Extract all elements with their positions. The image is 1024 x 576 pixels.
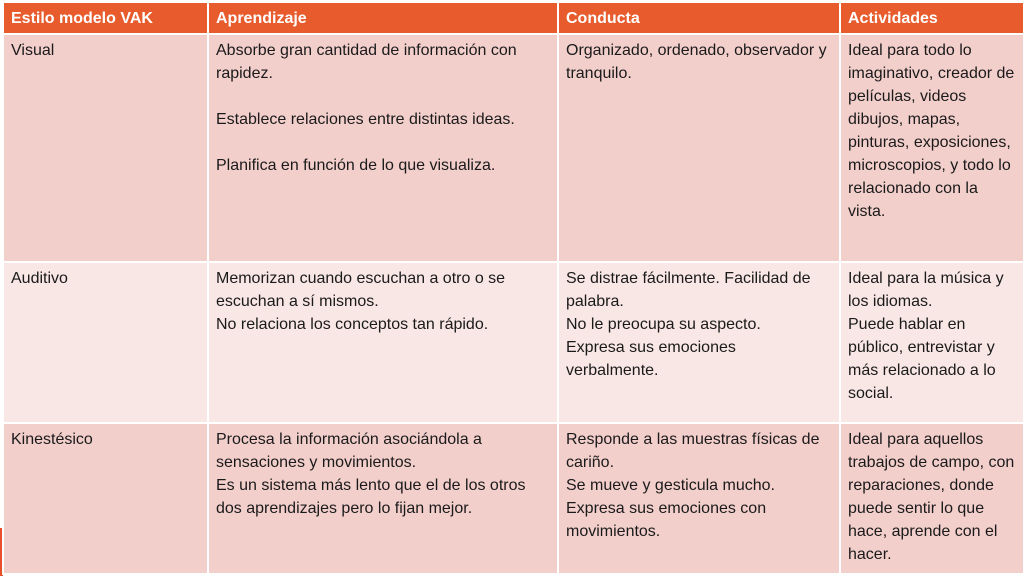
- cell-actividades: [840, 262, 1024, 423]
- table-row: [3, 423, 1024, 574]
- cell-text: Organizado, ordenado, observador y tranquilo.: [566, 42, 827, 82]
- cell-text: Es un sistema más lento que el de los otros dos aprendizajes pero lo fijan mejor.: [216, 477, 526, 517]
- cell-text: Establece relaciones entre distintas ideas.: [216, 111, 515, 128]
- header-actividades: Actividades: [840, 2, 1024, 34]
- cell-conducta: [558, 262, 840, 423]
- cell-text: Ideal para aquellos trabajos de campo, con reparaciones, donde puede sentir lo que hace, aprende con el hacer.: [848, 431, 1015, 563]
- cell-text: Procesa la información asociándola a sensaciones y movimientos.: [216, 431, 482, 471]
- vak-table: [2, 1, 1024, 575]
- cell-text: No relaciona los conceptos tan rápido.: [216, 316, 489, 333]
- cell-estilo: Visual: [3, 34, 208, 262]
- cell-text: No le preocupa su aspecto.: [566, 316, 761, 333]
- table-header-row: [3, 2, 1024, 34]
- cell-actividades: [840, 423, 1024, 574]
- cell-text: Responde a las muestras físicas de cariño.: [566, 431, 820, 471]
- cell-aprendizaje: [208, 423, 558, 574]
- cell-text: Memorizan cuando escuchan a otro o se escuchan a sí mismos.: [216, 270, 506, 310]
- cell-text: Absorbe gran cantidad de información con rapidez.: [216, 42, 517, 82]
- cell-aprendizaje: [208, 34, 558, 262]
- cell-text: Puede hablar en público, entrevistar y más relacionado a lo social.: [848, 316, 996, 402]
- cell-aprendizaje: [208, 262, 558, 423]
- cell-text: Planifica en función de lo que visualiza.: [216, 157, 496, 174]
- cell-text: Ideal para todo lo imaginativo, creador de películas, videos dibujos, mapas, pinturas, exposiciones, microscopios, y todo lo relacionado con la vista.: [848, 42, 1015, 220]
- cell-text: Expresa sus emociones verbalmente.: [566, 339, 736, 379]
- cell-estilo: Auditivo: [3, 262, 208, 423]
- cell-conducta: [558, 423, 840, 574]
- header-aprendizaje: Aprendizaje: [208, 2, 558, 34]
- cell-actividades: [840, 34, 1024, 262]
- header-estilo: Estilo modelo VAK: [3, 2, 208, 34]
- header-conducta: Conducta: [558, 2, 840, 34]
- cell-text: Ideal para la música y los idiomas.: [848, 270, 1004, 310]
- table-row: [3, 34, 1024, 262]
- cell-text: Expresa sus emociones con movimientos.: [566, 500, 767, 540]
- cell-text: Se mueve y gesticula mucho.: [566, 477, 775, 494]
- cell-text: Se distrae fácilmente. Facilidad de palabra.: [566, 270, 811, 310]
- cell-conducta: [558, 34, 840, 262]
- table-row: [3, 262, 1024, 423]
- cell-estilo: Kinestésico: [3, 423, 208, 574]
